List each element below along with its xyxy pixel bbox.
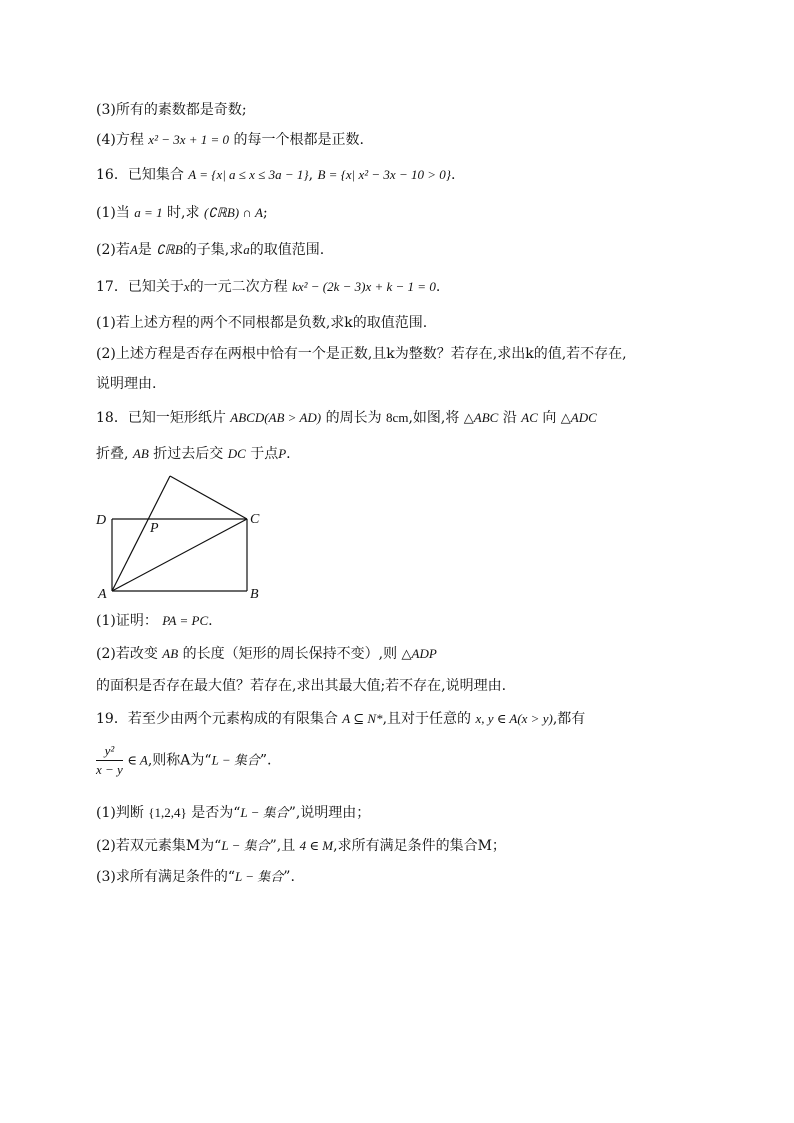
q17-mid: 的一元二次方程 [189, 279, 288, 295]
q19-stem-cont [96, 742, 271, 779]
q18-stem-cont [96, 444, 291, 464]
q19-fraction-denominator: x − y [96, 762, 123, 777]
q19-part1-end: ”,说明理由； [288, 805, 371, 821]
q18-intersects: 折过去后交 [153, 446, 224, 462]
q17-part1-text: (1)若上述方程的两个不同根都是负数,求k的取值范围. [96, 315, 428, 331]
q18-perimeter-text: 的周长为 [325, 410, 382, 426]
q18-part2-mid: 的长度（矩形的周长保持不变）,则 [182, 646, 398, 662]
q16-comma: , [308, 167, 314, 183]
folded-segment-bc [170, 476, 247, 519]
q17-period: . [435, 279, 441, 295]
q18-part2-cont [96, 676, 506, 696]
label-p: P [150, 521, 159, 536]
q16-set-a: A = {x| a ≤ x ≤ 3a − 1} [188, 167, 309, 182]
q16-period: . [450, 167, 456, 183]
label-b: B [250, 587, 259, 602]
q16-part2-mid: 是 [137, 242, 152, 258]
q19-part2-membership: 4 ∈ M [299, 838, 334, 853]
q19-fraction-numerator: y² [96, 742, 123, 761]
q19-intro: 19．若至少由两个元素构成的有限集合 [96, 711, 338, 727]
q19-part1-set: {1,2,4} [148, 805, 187, 820]
q18-triangle-abc: △ABC [463, 410, 499, 425]
q17-x: x [183, 279, 190, 294]
q19-part1-l-set: L − 集合 [240, 805, 289, 820]
q18-fold: 折叠, [96, 446, 129, 462]
q18-part2-triangle-adp: △ADP [401, 646, 437, 661]
q18-toward: 向 [542, 410, 557, 426]
q18-rectangle: ABCD(AB > AD) [230, 410, 322, 425]
q19-set-condition: A ⊆ N* [342, 711, 383, 726]
q18-part1-prefix: (1)证明： [96, 613, 158, 629]
q16-part2-a: a [243, 242, 250, 257]
q17-part2-cont [96, 374, 156, 394]
q16-part1-a-value: a = 1 [134, 205, 163, 220]
q19-part3-end: ”. [283, 869, 295, 885]
q16-part2-set-a: A [129, 242, 138, 257]
q17-intro: 17．已知关于 [96, 279, 184, 295]
q16-set-b: B = {x| x² − 3x − 10 > 0} [317, 167, 451, 182]
q15-part4-equation: x² − 3x + 1 = 0 [148, 132, 230, 147]
q16-part1 [96, 203, 268, 223]
q18-intro: 18．已知一矩形纸片 [96, 410, 226, 426]
q19-part2-l-set: L − 集合 [221, 838, 270, 853]
q19-part2-prefix: (2)若双元素集M为“ [96, 838, 222, 854]
q16-part2-prefix: (2)若 [96, 242, 130, 258]
q15-part3 [96, 100, 247, 120]
q19-for-any: ,且对于任意的 [382, 711, 472, 727]
q16-part1-prefix: (1)当 [96, 205, 130, 221]
q16-part2 [96, 240, 324, 260]
q18-perimeter-value: 8cm [386, 410, 409, 425]
q16-part2-complement-b: ∁ℝB [156, 242, 183, 257]
q18-stem [96, 408, 597, 428]
q19-xy-condition: x, y ∈ A(x > y) [475, 711, 553, 726]
q19-part3 [96, 867, 295, 887]
q19-part2-mid: ”,且 [269, 838, 296, 854]
label-d: D [96, 513, 107, 528]
q18-part1-equation: PA = PC [162, 613, 209, 628]
q19-called: ,则称A为“ [147, 752, 212, 769]
diagonal-ac [112, 519, 247, 591]
q17-equation: kx² − (2k − 3)x + k − 1 = 0 [292, 279, 436, 294]
rectangle-fold-figure [88, 470, 278, 605]
q18-part2-text-cont: 的面积是否存在最大值？若存在,求出其最大值;若不存在,说明理由. [96, 678, 507, 694]
q17-part2 [96, 344, 627, 364]
q16-part1-end: ; [262, 205, 268, 221]
q19-end: ”. [259, 752, 272, 769]
q18-part1-end: . [208, 613, 213, 629]
q19-fraction [96, 742, 123, 779]
q18-triangle-adc: △ADC [560, 410, 597, 425]
q19-part1-prefix: (1)判断 [96, 805, 144, 821]
q18-segment-ac: AC [521, 410, 538, 425]
q15-part4 [96, 130, 364, 150]
q19-part2 [96, 836, 506, 856]
q17-part2-text: (2)上述方程是否存在两根中恰有一个是正数,且k为整数？若存在,求出k的值,若不存在, [96, 346, 627, 362]
q19-part2-end: ,求所有满足条件的集合M； [333, 838, 506, 854]
q18-part1 [96, 611, 213, 631]
q18-part2-ab: AB [162, 646, 179, 661]
q17-part2-text-cont: 说明理由. [96, 376, 157, 392]
q15-part4-suffix: 的每一个根都是正数. [233, 132, 364, 148]
q15-part4-prefix: (4)方程 [96, 132, 144, 148]
q15-part3-text: (3)所有的素数都是奇数; [96, 102, 247, 118]
label-a: A [98, 587, 107, 602]
q18-along: 沿 [502, 410, 517, 426]
q16-part1-expression: (∁ℝB) ∩ A [203, 205, 263, 220]
q18-part2-prefix: (2)若改变 [96, 646, 158, 662]
q17-part1 [96, 313, 427, 333]
q16-part2-mid2: 的子集,求 [182, 242, 244, 258]
q19-part3-l-set: L − 集合 [235, 869, 284, 884]
q19-in-a: ∈ A [127, 752, 148, 768]
q18-part2 [96, 644, 437, 664]
q16-part2-end: 的取值范围. [249, 242, 325, 258]
q19-l-set: L − 集合 [211, 752, 260, 768]
q18-segment-dc: DC [227, 446, 246, 461]
q18-period: . [286, 446, 291, 462]
label-c: C [250, 512, 260, 527]
q16-intro: 16．已知集合 [96, 167, 184, 183]
q19-part3-prefix: (3)求所有满足条件的“ [96, 869, 235, 885]
q19-part1-mid: 是否为“ [191, 805, 241, 821]
q19-part1 [96, 803, 370, 823]
folded-segment-ab [112, 476, 170, 591]
q19-stem [96, 709, 585, 729]
q16-stem [96, 165, 455, 185]
q19-then: ,都有 [552, 711, 586, 727]
q18-segment-ab: AB [132, 446, 149, 461]
q18-at-point: 于点 [250, 446, 279, 462]
q17-stem [96, 277, 440, 297]
q18-point-p: P [278, 446, 287, 461]
q16-part1-mid: 时,求 [167, 205, 200, 221]
q18-as-shown: ,如图,将 [408, 410, 460, 426]
